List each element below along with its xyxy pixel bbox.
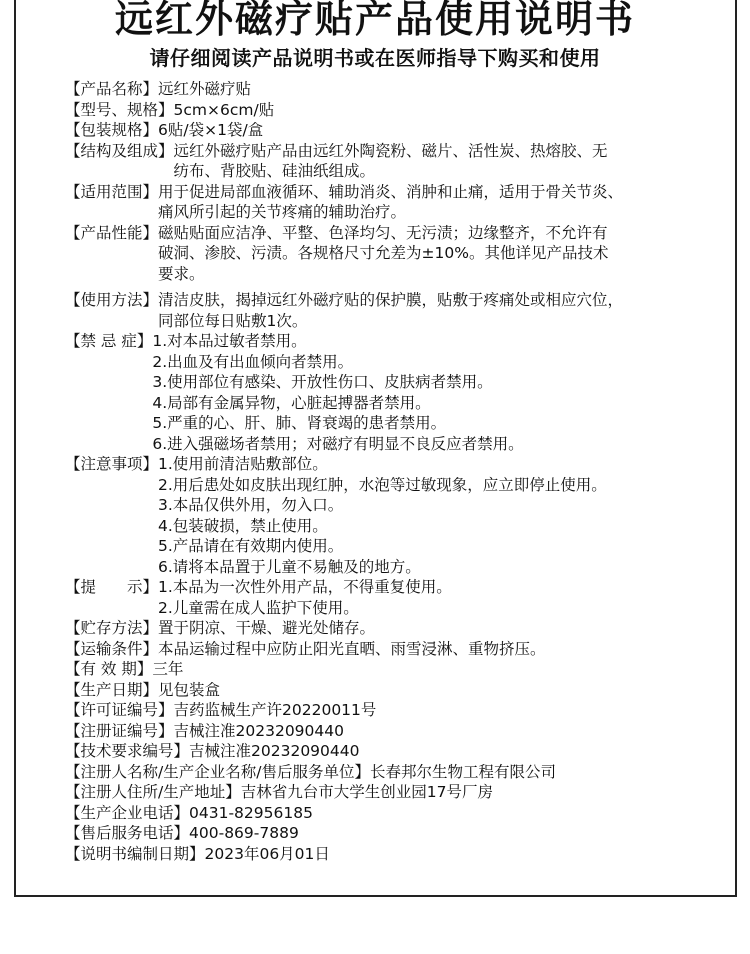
field-value-line: 用于促进局部血液循环、辅助消炎、消肿和止痛，适用于骨关节炎、 bbox=[158, 182, 624, 201]
field-value bbox=[158, 223, 745, 285]
field-value bbox=[152, 331, 745, 454]
field-label: 【运输条件】 bbox=[65, 639, 159, 658]
field-row bbox=[65, 803, 745, 824]
field-label: 【说明书编制日期】 bbox=[65, 844, 205, 863]
field-label: 【使用方法】 bbox=[65, 291, 159, 309]
field-value bbox=[158, 182, 745, 223]
field-row bbox=[65, 454, 745, 577]
field-value-line: 破洞、渗胶、污渍。各规格尺寸允差为±10%。其他详见产品技术 bbox=[158, 244, 609, 262]
field-value-line: 吉械注准20232090440 bbox=[189, 742, 360, 760]
field-value bbox=[158, 577, 745, 618]
field-value-line: 纺布、背胶贴、硅油纸组成。 bbox=[173, 162, 376, 180]
field-value-line: 5.严重的心、肝、肺、肾衰竭的患者禁用。 bbox=[152, 414, 447, 432]
field-row bbox=[65, 223, 745, 285]
field-value bbox=[241, 782, 745, 803]
field-value-line: 1.对本品过敏者禁用。 bbox=[152, 332, 307, 350]
field-label: 【售后服务电话】 bbox=[65, 824, 190, 842]
field-row bbox=[65, 120, 745, 141]
instruction-fields bbox=[65, 79, 745, 864]
field-row bbox=[65, 639, 745, 660]
field-row bbox=[65, 290, 745, 331]
field-value-line: 远红外磁疗贴产品由远红外陶瓷粉、磁片、活性炭、热熔胶、无 bbox=[173, 141, 608, 160]
field-value-line: 0431-82956185 bbox=[189, 803, 313, 822]
field-value bbox=[158, 618, 745, 639]
field-value-line: 三年 bbox=[152, 660, 184, 678]
field-label: 【包装规格】 bbox=[65, 121, 159, 139]
field-value-line: 2.儿童需在成人监护下使用。 bbox=[158, 598, 359, 617]
field-value-line: 远红外磁疗贴 bbox=[158, 80, 252, 98]
field-row bbox=[65, 782, 745, 803]
field-value-line: 2023年06月01日 bbox=[204, 844, 330, 863]
field-row bbox=[65, 79, 745, 100]
document-title: 远红外磁疗贴产品使用说明书 bbox=[114, 0, 635, 41]
field-label: 【注册人名称/生产企业名称/售后服务单位】 bbox=[65, 762, 370, 781]
field-value-line: 6.请将本品置于儿童不易触及的地方。 bbox=[158, 557, 421, 576]
field-value-line: 置于阴凉、干燥、避光处储存。 bbox=[158, 619, 376, 637]
field-value bbox=[174, 700, 745, 721]
field-row bbox=[65, 182, 745, 223]
field-value bbox=[205, 844, 745, 865]
field-value-line: 6贴/袋×1袋/盒 bbox=[158, 121, 264, 139]
field-value-line: 吉林省九台市大学生创业园17号厂房 bbox=[240, 783, 493, 801]
field-label: 【禁 忌 症】 bbox=[65, 332, 153, 350]
field-row bbox=[65, 577, 745, 618]
field-value-line: 吉械注准20232090440 bbox=[173, 721, 344, 740]
field-value-line: 同部位每日贴敷1次。 bbox=[158, 311, 308, 330]
field-value bbox=[158, 639, 745, 660]
field-row bbox=[65, 331, 745, 454]
field-value-line: 清洁皮肤，揭掉远红外磁疗贴的保护膜，贴敷于疼痛处或相应穴位， bbox=[158, 291, 624, 309]
field-row bbox=[65, 618, 745, 639]
field-value bbox=[152, 659, 745, 680]
field-value-line: 见包装盒 bbox=[158, 680, 221, 699]
field-value bbox=[174, 100, 745, 121]
field-label: 【型号、规格】 bbox=[65, 100, 174, 119]
field-row bbox=[65, 680, 745, 701]
field-value bbox=[174, 141, 745, 182]
field-value-line: 3.本品仅供外用，勿入口。 bbox=[158, 496, 344, 514]
field-row bbox=[65, 721, 745, 742]
field-label: 【注册证编号】 bbox=[65, 721, 174, 740]
field-label: 【贮存方法】 bbox=[65, 619, 159, 637]
field-value-line: 本品运输过程中应防止阳光直晒、雨雪浸淋、重物挤压。 bbox=[158, 639, 546, 658]
field-label: 【注意事项】 bbox=[65, 455, 159, 473]
field-value-line: 1.本品为一次性外用产品，不得重复使用。 bbox=[158, 578, 452, 596]
field-value-line: 要求。 bbox=[158, 264, 205, 283]
field-row bbox=[65, 844, 745, 865]
field-value bbox=[174, 721, 745, 742]
field-label: 【有 效 期】 bbox=[65, 660, 153, 678]
field-row bbox=[65, 141, 745, 182]
field-value-line: 吉药监械生产许20220011号 bbox=[173, 701, 377, 719]
field-row bbox=[65, 762, 745, 783]
field-value-line: 5cm×6cm/贴 bbox=[173, 100, 275, 119]
field-value-line: 5.产品请在有效期内使用。 bbox=[158, 537, 344, 555]
field-value-line: 4.局部有金属异物，心脏起搏器者禁用。 bbox=[152, 393, 431, 412]
field-value-line: 4.包装破损，禁止使用。 bbox=[158, 516, 328, 535]
field-label: 【生产企业电话】 bbox=[65, 803, 190, 822]
field-value-line: 长春邦尔生物工程有限公司 bbox=[369, 762, 556, 781]
field-label: 【适用范围】 bbox=[65, 182, 159, 201]
field-value bbox=[158, 120, 745, 141]
field-row bbox=[65, 100, 745, 121]
field-label: 【注册人住所/生产地址】 bbox=[65, 783, 241, 801]
field-row bbox=[65, 823, 745, 844]
field-value bbox=[158, 79, 745, 100]
field-label: 【产品名称】 bbox=[65, 80, 159, 98]
field-value-line: 6.进入强磁场者禁用；对磁疗有明显不良反应者禁用。 bbox=[152, 434, 524, 453]
field-value bbox=[189, 741, 745, 762]
field-label: 【产品性能】 bbox=[65, 223, 159, 242]
field-value bbox=[370, 762, 745, 783]
field-label: 【技术要求编号】 bbox=[65, 742, 190, 760]
field-label: 【提 示】 bbox=[65, 578, 159, 596]
document-subtitle: 请仔细阅读产品说明书或在医师指导下购买和使用 bbox=[149, 46, 601, 70]
field-label: 【许可证编号】 bbox=[65, 701, 174, 719]
field-value-line: 磁贴贴面应洁净、平整、色泽均匀、无污渍；边缘整齐，不允许有 bbox=[158, 223, 608, 242]
field-row bbox=[65, 700, 745, 721]
field-value-line: 2.用后患处如皮肤出现红肿，水泡等过敏现象，应立即停止使用。 bbox=[158, 475, 607, 494]
field-value-line: 痛风所引起的关节疼痛的辅助治疗。 bbox=[158, 203, 407, 221]
field-value bbox=[158, 454, 745, 577]
field-value-line: 3.使用部位有感染、开放性伤口、皮肤病者禁用。 bbox=[152, 373, 493, 391]
field-value-line: 2.出血及有出血倾向者禁用。 bbox=[152, 352, 354, 371]
field-value bbox=[158, 680, 745, 701]
field-label: 【结构及组成】 bbox=[65, 141, 174, 160]
field-value-line: 1.使用前清洁贴敷部位。 bbox=[158, 455, 328, 473]
field-label: 【生产日期】 bbox=[65, 680, 159, 699]
field-value bbox=[189, 803, 745, 824]
field-value bbox=[189, 823, 745, 844]
field-value bbox=[158, 290, 745, 331]
field-value-line: 400-869-7889 bbox=[189, 824, 299, 842]
field-row bbox=[65, 741, 745, 762]
field-row bbox=[65, 659, 745, 680]
